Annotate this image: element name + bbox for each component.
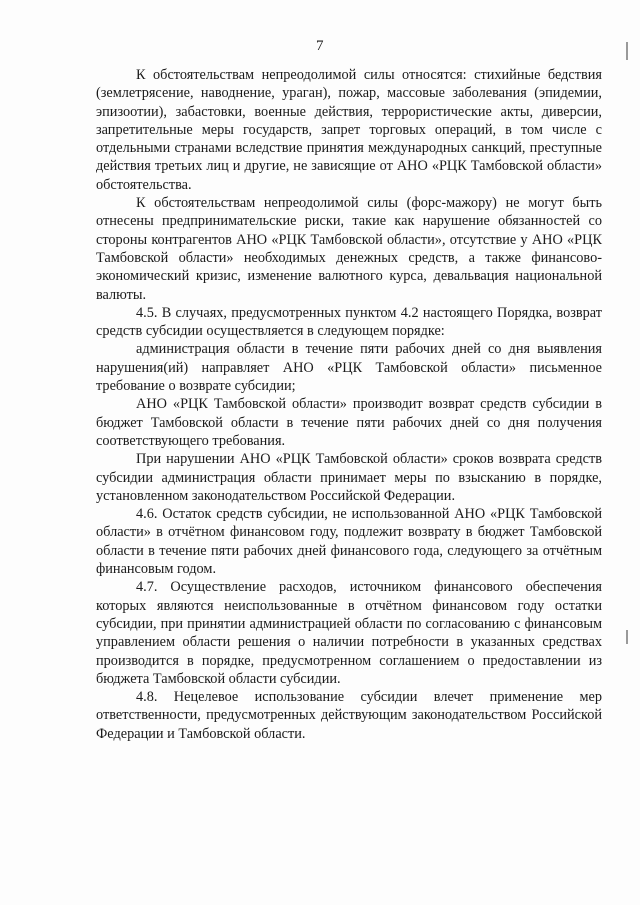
scan-edge-mark bbox=[626, 42, 628, 60]
paragraph-4-7: 4.7. Осуществление расходов, источником финансового обеспечения которых являются неиспользованные в отчётном финансовом году остатки субсидии, при принятии администрацией области по согласованию с финансовым управлением области решения о наличии потребности в указанных средствах производится в порядке, предусмотренном соглашением о предоставлении из бюджета Тамбовской области субсидии. bbox=[96, 579, 602, 687]
paragraph-force-majeure-definition: К обстоятельствам непреодолимой силы относятся: стихийные бедствия (землетрясение, наводнение, ураган), пожар, массовые заболевания (эпидемии, эпизоотии), забастовки, военные действия, террористические акты, диверсии, запретительные меры государств, запрет торговых операций, в том числе с отдельными странами вследствие принятия международных санкций, преступные действия третьих лиц и другие, не зависящие от АНО «РЦК Тамбовской области» обстоятельства. bbox=[96, 67, 602, 193]
paragraph-force-majeure-exclusions: К обстоятельствам непреодолимой силы (форс-мажору) не могут быть отнесены предпринимательские риски, такие как нарушение обязанностей со стороны контрагентов АНО «РЦК Тамбовской области», отсутствие у АНО «РЦК Тамбовской области» необходимых денежных средств, а также финансово-экономический кризис, изменение валютного курса, девальвация национальной валюты. bbox=[96, 195, 602, 303]
paragraph-4-5-violation: При нарушении АНО «РЦК Тамбовской области» сроков возврата средств субсидии администрация области принимает меры по взысканию в порядке, установленном законодательством Российской Федерации. bbox=[96, 451, 602, 504]
scan-edge-mark bbox=[626, 630, 628, 644]
document-body bbox=[96, 66, 602, 743]
paragraph-4-5-refund: АНО «РЦК Тамбовской области» производит возврат средств субсидии в бюджет Тамбовской области в течение пяти рабочих дней со дня получения соответствующего требования. bbox=[96, 396, 602, 449]
page-number: 7 bbox=[316, 38, 324, 54]
paragraph-4-5: 4.5. В случаях, предусмотренных пунктом 4.2 настоящего Порядка, возврат средств субсидии осуществляется в следующем порядке: bbox=[96, 304, 602, 340]
paragraph-4-5-admin-requirement: администрация области в течение пяти рабочих дней со дня выявления нарушения(ий) направляет АНО «РЦК Тамбовской области» письменное требование о возврате субсидии; bbox=[96, 341, 602, 395]
paragraph-4-6: 4.6. Остаток средств субсидии, не использованной АНО «РЦК Тамбовской области» в отчётном финансовом году, подлежит возврату в бюджет Тамбовской области в течение пяти рабочих дней финансового года, следующего за отчётным финансовым годом. bbox=[96, 506, 602, 578]
paragraph-4-8: 4.8. Нецелевое использование субсидии влечет применение мер ответственности, предусмотренных действующим законодательством Российской Федерации и Тамбовской области. bbox=[96, 689, 602, 742]
